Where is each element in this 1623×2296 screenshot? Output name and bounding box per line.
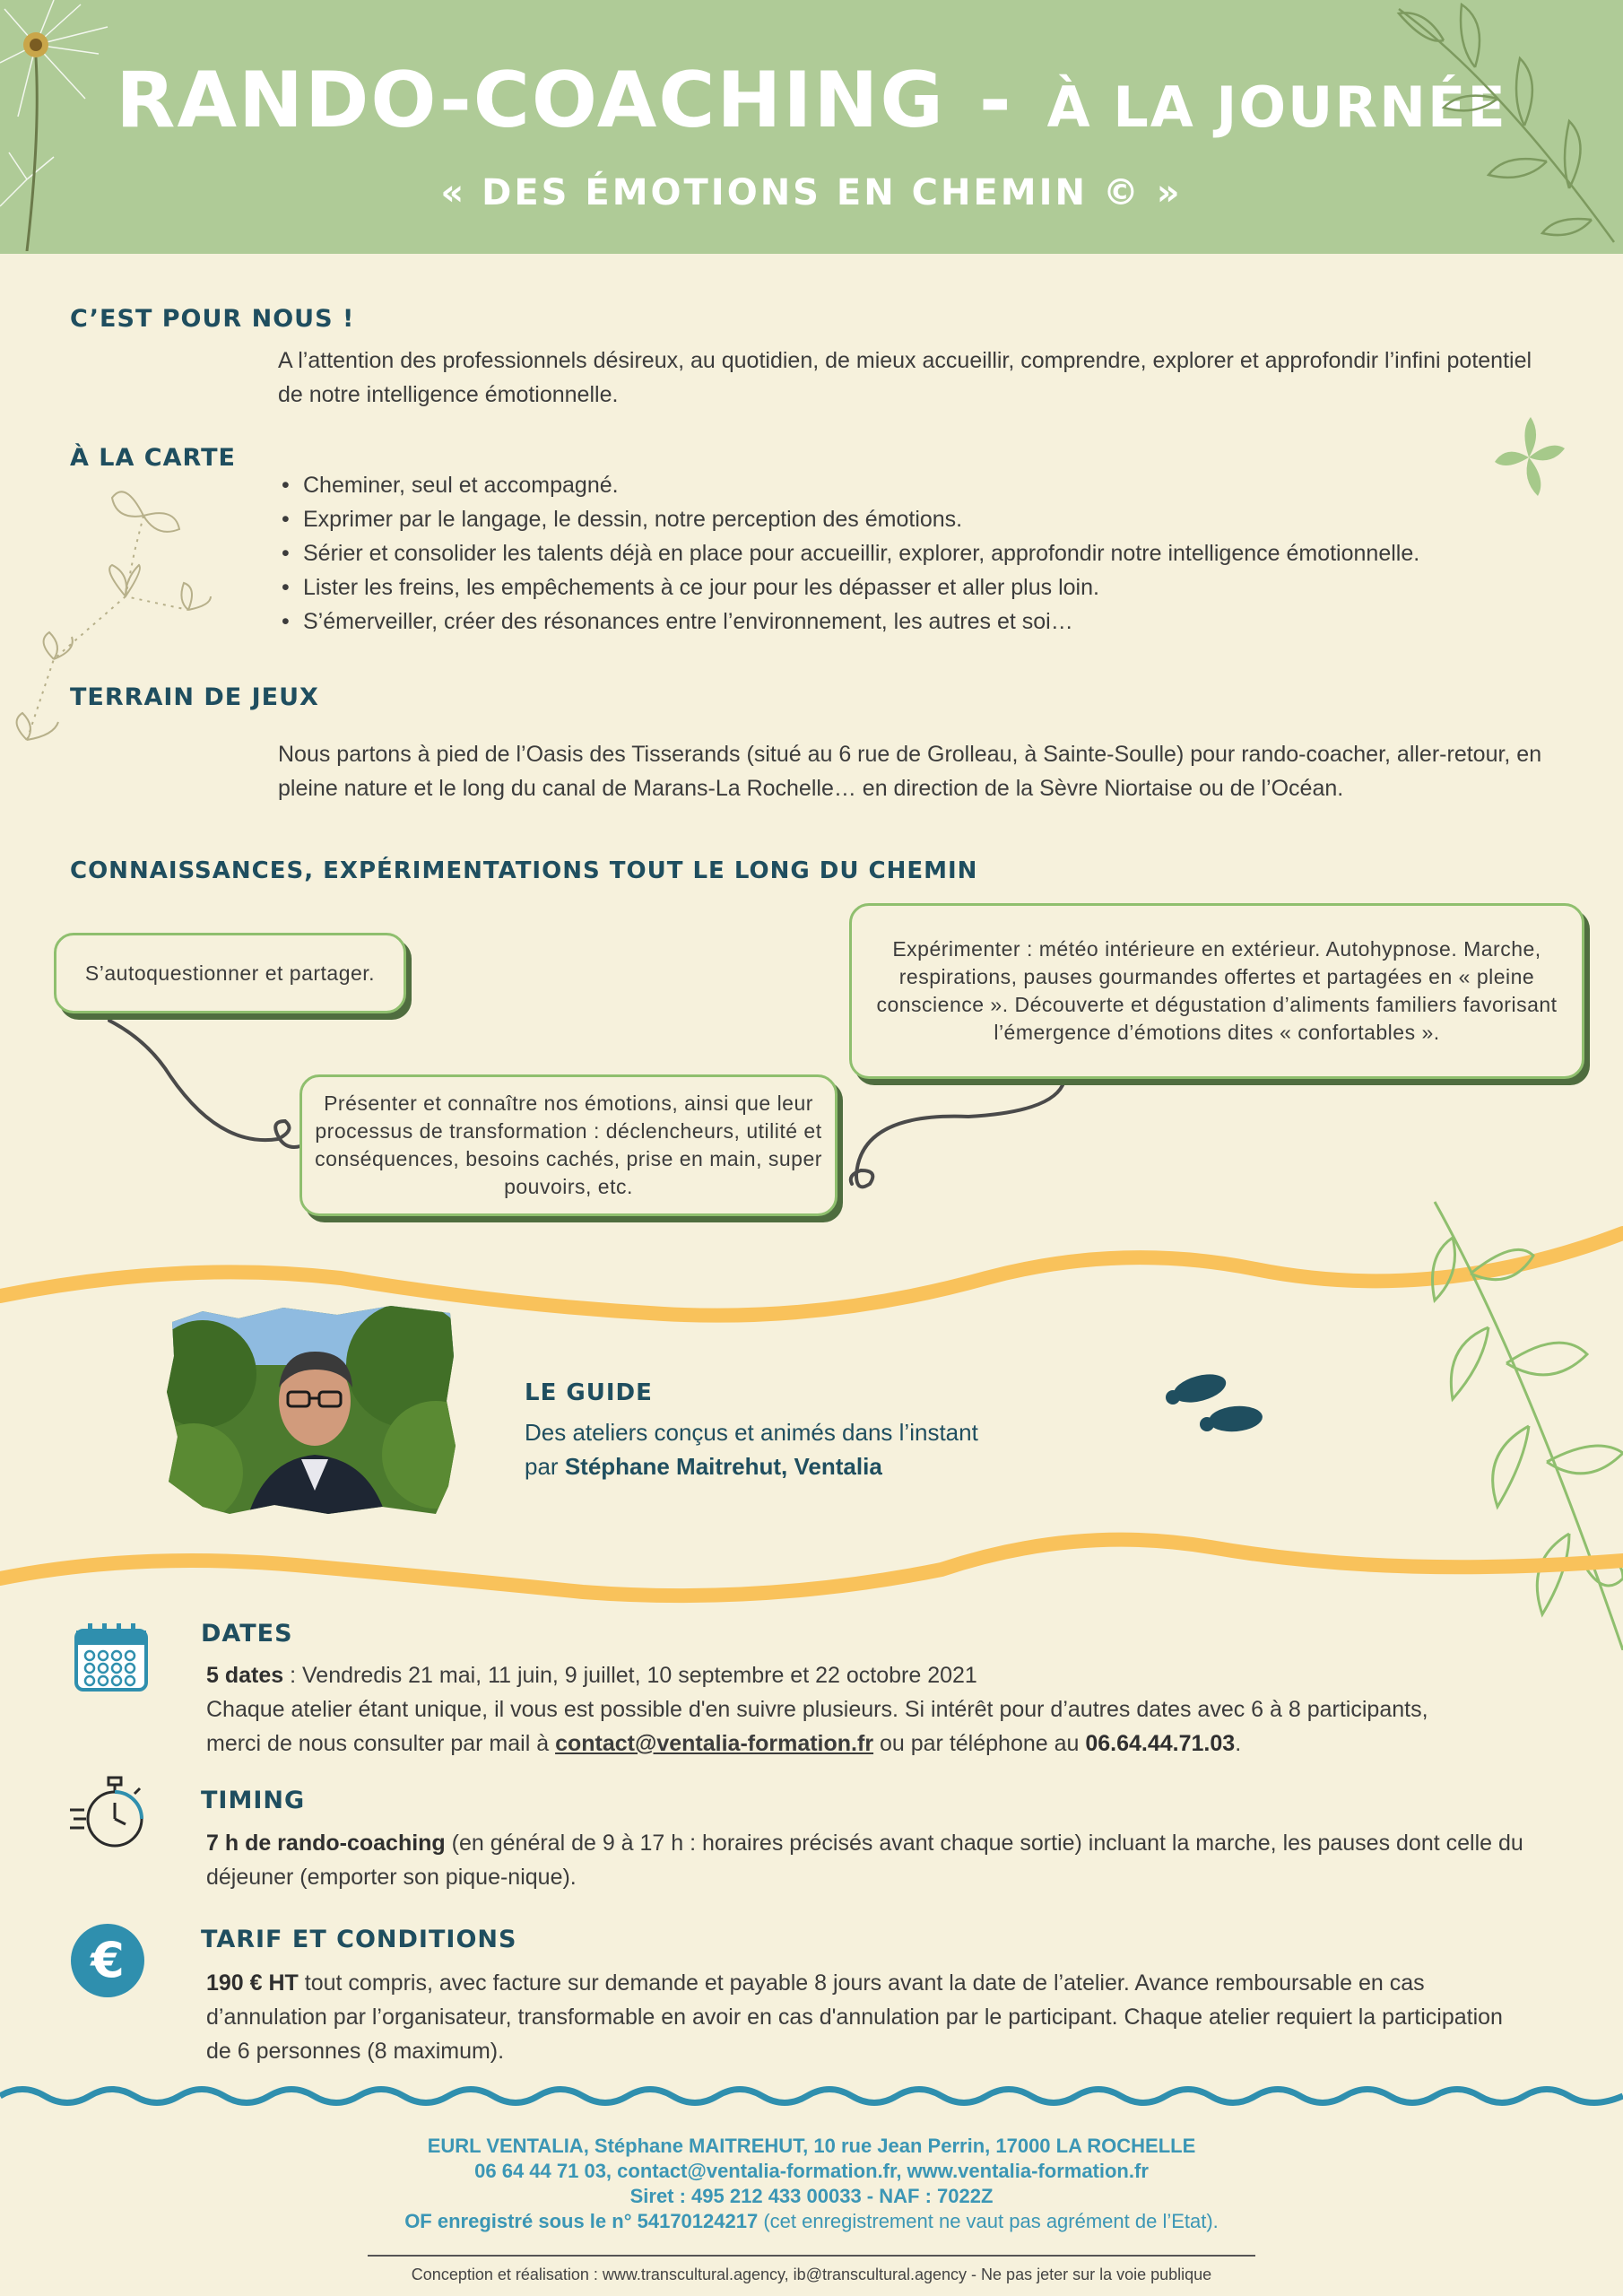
header-banner bbox=[0, 0, 1623, 254]
footer-siret: Siret : 495 212 433 00033 - NAF : 7022Z bbox=[629, 2185, 994, 2207]
heading-connaissances: CONNAISSANCES, EXPÉRIMENTATIONS TOUT LE LONG DU CHEMIN bbox=[70, 857, 978, 884]
list-item: • Exprimer par le langage, le dessin, notre perception des émotions. bbox=[278, 502, 1578, 536]
dates-list: : Vendredis 21 mai, 11 juin, 9 juillet, 10 septembre et 22 octobre 2021 bbox=[283, 1663, 977, 1688]
tarif-price: 190 € HT bbox=[206, 1970, 299, 1996]
list-item: • Sérier et consolider les talents déjà en place pour accueillir, explorer, approfondir notre intelligence émotionnelle. bbox=[278, 536, 1578, 570]
guide-text bbox=[525, 1415, 978, 1483]
footer-contact: 06 64 44 71 03, contact@ventalia-formation.fr, www.ventalia-formation.fr bbox=[474, 2160, 1149, 2182]
footprints-icon bbox=[1166, 1363, 1264, 1444]
list-item: • S’émerveiller, créer des résonances entre l’environnement, les autres et soi… bbox=[278, 604, 1578, 639]
bubble-presenter: Présenter et connaître nos émotions, ainsi que leur processus de transformation : déclencheurs, utilité et conséquences, besoins cachés, prise en main, super pouvoirs, etc. bbox=[299, 1074, 838, 1216]
dates-line-3-mid: ou par téléphone au bbox=[873, 1731, 1086, 1756]
footer-of-number: OF enregistré sous le n° 54170124217 bbox=[404, 2210, 759, 2232]
text-terrain: Nous partons à pied de l’Oasis des Tisserands (situé au 6 rue de Grolleau, à Sainte-Soulle) pour rando-coacher, aller-retour, en pleine nature et le long du canal de Marans-La Rochelle… en direction de la Sèvre Niortaise ou de l’Océan. bbox=[278, 742, 1542, 801]
list-item: • Lister les freins, les empêchements à ce jour pour les dépasser et aller plus loin. bbox=[278, 570, 1578, 604]
heading-timing: TIMING bbox=[201, 1787, 306, 1814]
timing-text bbox=[206, 1826, 1551, 1894]
leaf-branch-icon bbox=[1390, 0, 1623, 254]
title-main: RANDO-COACHING bbox=[116, 56, 945, 145]
heading-guide: LE GUIDE bbox=[525, 1379, 653, 1406]
title-dash: - bbox=[978, 56, 1013, 145]
dates-line-3-end: . bbox=[1235, 1731, 1242, 1756]
footer-address: EURL VENTALIA, Stéphane MAITREHUT, 10 rue Jean Perrin, 17000 LA ROCHELLE bbox=[427, 2135, 1196, 2157]
main-title bbox=[0, 56, 1623, 145]
title-sub: À LA JOURNÉE bbox=[1046, 74, 1507, 140]
email-link[interactable]: contact@ventalia-formation.fr bbox=[555, 1731, 874, 1756]
bubble-autoquestionner: S’autoquestionner et partager. bbox=[54, 933, 406, 1013]
blue-wave bbox=[0, 2074, 1623, 2115]
heading-a-la-carte: À LA CARTE bbox=[70, 444, 236, 472]
heading-tarif: TARIF ET CONDITIONS bbox=[201, 1926, 517, 1953]
subtitle: « DES ÉMOTIONS EN CHEMIN © » bbox=[440, 172, 1183, 213]
guide-line-1: Des ateliers conçus et animés dans l’instant bbox=[525, 1419, 978, 1446]
footer-divider bbox=[368, 2255, 1255, 2257]
tarif-details: tout compris, avec facture sur demande et payable 8 jours avant la date de l’atelier. Avance remboursable en cas d’annulation par l’organisateur, transformable en avoir en cas d'annulation par le participant. Chaque atelier requiert la participation de 6 personnes (8 maximum). bbox=[206, 1970, 1503, 2064]
herb-sprigs-icon bbox=[0, 480, 224, 758]
stopwatch-icon bbox=[68, 1774, 151, 1853]
a-la-carte-list bbox=[278, 468, 1578, 639]
dates-line-3-prefix: merci de nous consulter par mail à bbox=[206, 1731, 556, 1756]
footer-of bbox=[0, 2210, 1623, 2233]
dates-count: 5 dates bbox=[206, 1663, 284, 1688]
timing-duration: 7 h de rando-coaching bbox=[206, 1831, 446, 1856]
guide-line-2-prefix: par bbox=[525, 1453, 565, 1480]
heading-pour-nous: C’EST POUR NOUS ! bbox=[70, 305, 355, 333]
tarif-text bbox=[206, 1966, 1524, 2068]
footer-of-note: (cet enregistrement ne vaut pas agrément de l’Etat). bbox=[758, 2210, 1219, 2232]
bubble-experimenter: Expérimenter : météo intérieure en extérieur. Autohypnose. Marche, respirations, pauses gourmandes offertes et partagées en « pleine conscience ». Découverte et dégustation d’aliments familiers favorisant l’émergence d’émotions dites « confortables ». bbox=[849, 903, 1584, 1079]
euro-symbol: € bbox=[91, 1932, 125, 1988]
text-pour-nous: A l’attention des professionnels désireux, au quotidien, de mieux accueillir, comprendre, explorer et approfondir l’infini potentiel de notre intelligence émotionnelle. bbox=[278, 348, 1532, 407]
guide-photo bbox=[167, 1302, 457, 1518]
heading-terrain: TERRAIN DE JEUX bbox=[70, 683, 319, 711]
dates-line-1 bbox=[206, 1658, 1551, 1692]
dates-line-3 bbox=[206, 1726, 1551, 1761]
yellow-wave-bottom bbox=[0, 1507, 1623, 1605]
guide-name: Stéphane Maitrehut, Ventalia bbox=[564, 1453, 882, 1480]
phone-number: 06.64.44.71.03 bbox=[1085, 1731, 1236, 1756]
heading-dates: DATES bbox=[201, 1620, 293, 1648]
dates-text bbox=[206, 1658, 1551, 1761]
dates-line-2: Chaque atelier étant unique, il vous est possible d'en suivre plusieurs. Si intérêt pour d’autres dates avec 6 à 8 participants, bbox=[206, 1697, 1428, 1722]
footer-credit: Conception et réalisation : www.transcultural.agency, ib@transcultural.agency - Ne pas jeter sur la voie publique bbox=[411, 2266, 1212, 2283]
list-item: • Cheminer, seul et accompagné. bbox=[278, 468, 1578, 502]
timing-details: (en général de 9 à 17 h : horaires précisés avant chaque sortie) incluant la marche, les pauses dont celle du déjeuner (emporter son pique-nique). bbox=[206, 1831, 1523, 1890]
calendar-icon bbox=[74, 1622, 149, 1693]
guide-line-2 bbox=[525, 1449, 978, 1483]
